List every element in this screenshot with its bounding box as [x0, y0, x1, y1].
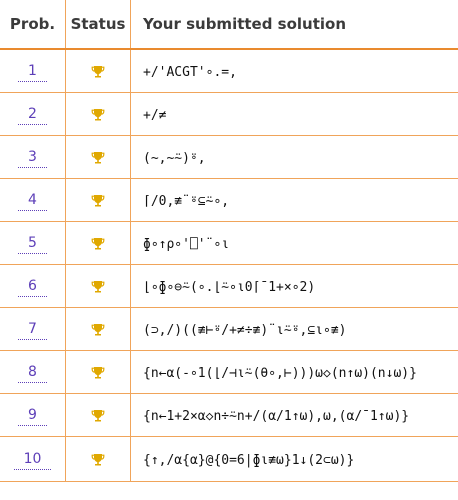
solution-text: +/≠ [143, 108, 167, 123]
table-header [0, 0, 458, 49]
trophy-icon [90, 452, 106, 468]
trophy-icon [90, 150, 106, 166]
prob-cell [0, 393, 66, 436]
prob-cell [0, 221, 66, 264]
table-row [0, 49, 458, 92]
problem-link[interactable]: 5 [18, 235, 47, 254]
solution-cell [131, 92, 458, 135]
status-cell [66, 350, 131, 393]
solution-text: ⌊∘ɸ∘⊖⍨(∘.⌊⍨∘ι0⌈¯1+×∘2) [143, 280, 316, 295]
prob-cell [0, 307, 66, 350]
solution-cell [131, 135, 458, 178]
solution-text: ⌈/0,≢¨⍤⊆⍨∘, [143, 194, 230, 209]
problem-link[interactable]: 2 [18, 106, 47, 125]
status-cell [66, 436, 131, 481]
table-row [0, 221, 458, 264]
problem-link[interactable]: 9 [18, 407, 47, 426]
header-solution: Your submitted solution [131, 0, 458, 49]
prob-cell [0, 350, 66, 393]
trophy-icon [90, 322, 106, 338]
prob-cell [0, 264, 66, 307]
solution-cell [131, 436, 458, 481]
solution-text: +/'ACGT'∘.=, [143, 65, 237, 81]
problem-link[interactable]: 7 [18, 321, 47, 340]
solution-cell [131, 307, 458, 350]
problem-link[interactable]: 10 [14, 451, 52, 470]
header-row [0, 0, 458, 49]
solution-cell [131, 264, 458, 307]
solution-text: (⊃,/)((≢⊢⍤/+≠÷≢)¨ι⍨⍤,⊆ι∘≢) [143, 323, 347, 338]
status-cell [66, 264, 131, 307]
trophy-icon [90, 193, 106, 209]
table-row [0, 393, 458, 436]
status-cell [66, 307, 131, 350]
problem-link[interactable]: 4 [18, 192, 47, 211]
table-row [0, 350, 458, 393]
table-body [0, 49, 458, 481]
table-row [0, 307, 458, 350]
table-row [0, 135, 458, 178]
prob-cell [0, 49, 66, 92]
status-cell [66, 178, 131, 221]
problem-link[interactable]: 3 [18, 149, 47, 168]
prob-cell [0, 436, 66, 481]
problem-link[interactable]: 8 [18, 364, 47, 383]
status-cell [66, 135, 131, 178]
solution-cell [131, 350, 458, 393]
solution-cell [131, 393, 458, 436]
solution-text: {↑,/α{α}@{0=6|ɸι≢ω}1↓(2⊂ω)} [143, 453, 355, 468]
status-cell [66, 221, 131, 264]
header-prob: Prob. [0, 0, 66, 49]
table-row [0, 92, 458, 135]
trophy-icon [90, 279, 106, 295]
prob-cell [0, 178, 66, 221]
table-row [0, 436, 458, 481]
status-cell [66, 393, 131, 436]
solution-text: (~,~⍨)⍤, [143, 151, 206, 166]
solution-cell [131, 49, 458, 92]
trophy-icon [90, 408, 106, 424]
solution-text: ɸ∘↑ρ∘'⎕'¨∘ι [143, 237, 230, 252]
status-cell [66, 49, 131, 92]
trophy-icon [90, 365, 106, 381]
solution-text: {n←1+2×α◇n÷⍨n+/(α/1↑ω),ω,(α/¯1↑ω)} [143, 409, 410, 424]
solution-cell [131, 221, 458, 264]
prob-cell [0, 92, 66, 135]
problem-link[interactable]: 1 [18, 63, 47, 82]
table-row [0, 264, 458, 307]
status-cell [66, 92, 131, 135]
problem-link[interactable]: 6 [18, 278, 47, 297]
header-status: Status [66, 0, 131, 49]
trophy-icon [90, 236, 106, 252]
solution-text: {n←α(-∘1(⌊/⊣ι⍨(θ∘,⊢)))ω◇(n↑ω)(n↓ω)} [143, 366, 417, 381]
solution-cell [131, 178, 458, 221]
trophy-icon [90, 107, 106, 123]
trophy-icon [90, 64, 106, 80]
table-row [0, 178, 458, 221]
prob-cell [0, 135, 66, 178]
